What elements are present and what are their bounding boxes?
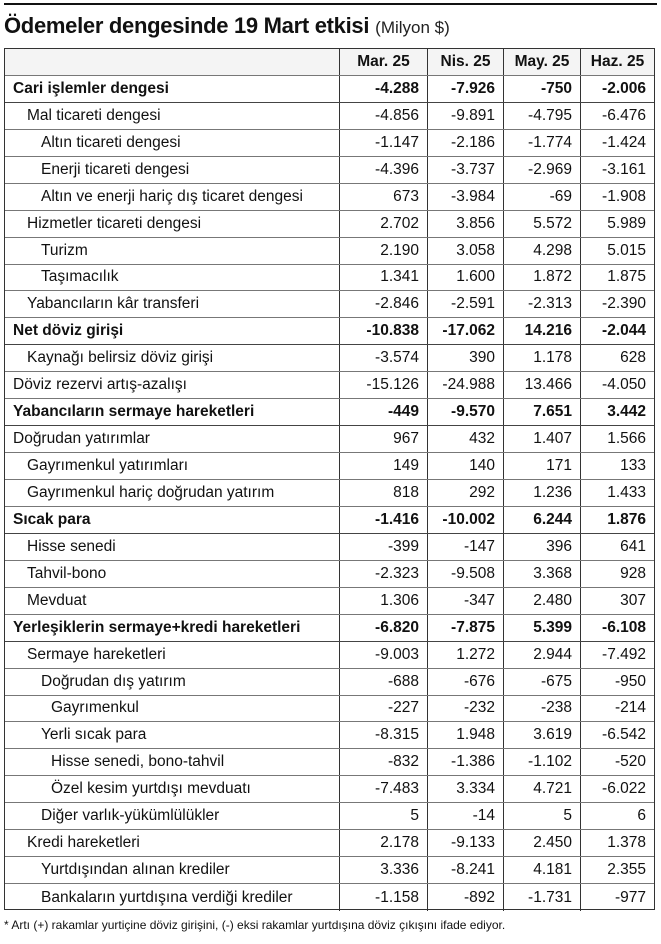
table-row [5, 291, 654, 318]
value-cell: -3.161 [602, 160, 646, 178]
table-row [5, 103, 654, 130]
row-label: Gayrımenkul [5, 696, 340, 722]
row-label: Net döviz girişi [5, 318, 340, 344]
value-cell: 171 [504, 453, 581, 479]
value-cell: -1.158 [340, 884, 428, 911]
table-row [5, 669, 654, 696]
value-cell: -9.891 [428, 103, 504, 129]
table-row [5, 561, 654, 588]
value-cell: 3.336 [340, 857, 428, 883]
value-cell: -7.926 [428, 76, 504, 102]
row-label: Turizm [5, 238, 340, 264]
table-row [5, 426, 654, 453]
value-cell: 3.856 [428, 211, 504, 237]
value-cell: 14.216 [504, 318, 581, 344]
table-row [5, 345, 654, 372]
value-cell: -1.147 [340, 130, 428, 156]
value-cell: -3.574 [340, 345, 428, 371]
value-cell: 2.480 [504, 588, 581, 614]
value-cell: -15.126 [340, 372, 428, 398]
value-cell: -8.241 [428, 857, 504, 883]
value-cell: 1.407 [504, 426, 581, 452]
value-cell: 1.875 [607, 268, 646, 286]
table-header-row [5, 49, 654, 76]
table-row [5, 642, 654, 669]
value-cell: -750 [504, 76, 581, 102]
table-row [5, 615, 654, 642]
value-cell: 673 [340, 184, 428, 210]
value-cell: -4.050 [602, 376, 646, 394]
value-cell: -2.969 [504, 157, 581, 183]
unit-label: (Milyon $) [375, 18, 450, 37]
value-cell: -232 [428, 696, 504, 722]
value-cell: 432 [428, 426, 504, 452]
value-cell: -24.988 [428, 372, 504, 398]
value-cell: 292 [428, 480, 504, 506]
value-cell: 3.442 [607, 403, 646, 421]
value-cell: 1.178 [504, 345, 581, 371]
value-cell: 1.433 [607, 483, 646, 501]
row-label: Sermaye hareketleri [5, 642, 340, 668]
row-label: Doğrudan dış yatırım [5, 669, 340, 695]
value-cell: 4.181 [504, 857, 581, 883]
table-row [5, 884, 654, 911]
value-cell: 2.178 [340, 830, 428, 856]
value-cell: -2.390 [602, 295, 646, 313]
row-label: Altın ticareti dengesi [5, 130, 340, 156]
row-label: Mal ticareti dengesi [5, 103, 340, 129]
value-cell: -6.108 [602, 618, 646, 636]
table-row [5, 76, 654, 103]
row-label: Gayrımenkul yatırımları [5, 453, 340, 479]
value-cell: -4.795 [504, 103, 581, 129]
value-cell: 5.572 [504, 211, 581, 237]
value-cell: 3.058 [428, 238, 504, 264]
value-cell: -1.424 [602, 133, 646, 151]
value-cell: 2.944 [504, 642, 581, 668]
value-cell: -227 [340, 696, 428, 722]
row-label: Sıcak para [5, 507, 340, 533]
row-label: Yerli sıcak para [5, 722, 340, 748]
column-header: Haz. 25 [590, 52, 645, 70]
table-title: Ödemeler dengesinde 19 Mart etkisi [4, 13, 370, 38]
value-cell: -1.416 [340, 507, 428, 533]
value-cell: 1.600 [428, 265, 504, 291]
value-cell: -520 [614, 753, 646, 771]
value-cell: -6.476 [602, 106, 646, 124]
value-cell: -2.044 [602, 322, 646, 340]
value-cell: 140 [428, 453, 504, 479]
value-cell: 1.272 [428, 642, 504, 668]
value-cell: 1.306 [340, 588, 428, 614]
row-label: Cari işlemler dengesi [5, 76, 340, 102]
value-cell: 390 [428, 345, 504, 371]
balance-of-payments-table [4, 48, 655, 910]
row-label: Hisse senedi, bono-tahvil [5, 749, 340, 775]
table-row [5, 453, 654, 480]
value-cell: 2.702 [340, 211, 428, 237]
value-cell: 1.876 [607, 510, 646, 528]
table-body [5, 76, 654, 911]
value-cell: -399 [340, 534, 428, 560]
row-label: Bankaların yurtdışına verdiği krediler [5, 884, 340, 911]
table-row [5, 507, 654, 534]
table-row [5, 776, 654, 803]
row-label: Enerji ticareti dengesi [5, 157, 340, 183]
value-cell: -9.133 [428, 830, 504, 856]
row-label: Yabancıların kâr transferi [5, 291, 340, 317]
value-cell: -147 [428, 534, 504, 560]
value-cell: 5.399 [504, 615, 581, 641]
value-cell: -14 [428, 803, 504, 829]
row-label: Döviz rezervi artış-azalışı [5, 372, 340, 398]
value-cell: 133 [620, 457, 646, 475]
table-row [5, 238, 654, 265]
value-cell: 149 [340, 453, 428, 479]
value-cell: -7.483 [340, 776, 428, 802]
value-cell: 1.236 [504, 480, 581, 506]
value-cell: 6.244 [504, 507, 581, 533]
value-cell: -2.006 [602, 79, 646, 97]
column-header: Nis. 25 [428, 49, 504, 75]
table-row [5, 749, 654, 776]
value-cell: 3.619 [504, 722, 581, 748]
value-cell: -1.102 [504, 749, 581, 775]
value-cell: -3.737 [428, 157, 504, 183]
table-row [5, 372, 654, 399]
value-cell: 13.466 [504, 372, 581, 398]
value-cell: 2.450 [504, 830, 581, 856]
value-cell: -6.022 [602, 780, 646, 798]
table-row [5, 588, 654, 615]
table-title-block [4, 9, 450, 43]
value-cell: 396 [504, 534, 581, 560]
value-cell: -17.062 [428, 318, 504, 344]
row-label: Mevduat [5, 588, 340, 614]
value-cell: -2.313 [504, 291, 581, 317]
value-cell: -688 [340, 669, 428, 695]
table-row [5, 130, 654, 157]
header-empty-cell [5, 49, 340, 75]
value-cell: -2.186 [428, 130, 504, 156]
value-cell: -4.288 [340, 76, 428, 102]
value-cell: -8.315 [340, 722, 428, 748]
value-cell: 818 [340, 480, 428, 506]
table-row [5, 265, 654, 292]
table-row [5, 830, 654, 857]
value-cell: 2.355 [607, 861, 646, 879]
row-label: Hizmetler ticareti dengesi [5, 211, 340, 237]
value-cell: -9.508 [428, 561, 504, 587]
value-cell: 4.298 [504, 238, 581, 264]
row-label: Taşımacılık [5, 265, 340, 291]
value-cell: -10.838 [340, 318, 428, 344]
value-cell: -2.323 [340, 561, 428, 587]
value-cell: 4.721 [504, 776, 581, 802]
value-cell: 6 [637, 807, 646, 825]
column-header: Mar. 25 [340, 49, 428, 75]
row-label: Diğer varlık-yükümlülükler [5, 803, 340, 829]
row-label: Özel kesim yurtdışı mevduatı [5, 776, 340, 802]
value-cell: -4.856 [340, 103, 428, 129]
value-cell: -9.570 [428, 399, 504, 425]
table-row [5, 480, 654, 507]
value-cell: 5 [504, 803, 581, 829]
value-cell: 5 [340, 803, 428, 829]
value-cell: -3.984 [428, 184, 504, 210]
row-label: Doğrudan yatırımlar [5, 426, 340, 452]
row-label: Kredi hareketleri [5, 830, 340, 856]
row-label: Yabancıların sermaye hareketleri [5, 399, 340, 425]
value-cell: -449 [340, 399, 428, 425]
value-cell: -347 [428, 588, 504, 614]
value-cell: 3.368 [504, 561, 581, 587]
table-row [5, 318, 654, 345]
value-cell: -6.820 [340, 615, 428, 641]
value-cell: 7.651 [504, 399, 581, 425]
row-label: Altın ve enerji hariç dış ticaret dengesi [5, 184, 340, 210]
value-cell: 1.341 [340, 265, 428, 291]
value-cell: -69 [504, 184, 581, 210]
row-label: Gayrımenkul hariç doğrudan yatırım [5, 480, 340, 506]
value-cell: -832 [340, 749, 428, 775]
value-cell: -1.731 [504, 884, 581, 911]
value-cell: 928 [620, 564, 646, 582]
table-row [5, 534, 654, 561]
value-cell: 967 [340, 426, 428, 452]
value-cell: 1.872 [504, 265, 581, 291]
value-cell: -1.908 [602, 187, 646, 205]
table-row [5, 803, 654, 830]
value-cell: 641 [620, 537, 646, 555]
row-label: Hisse senedi [5, 534, 340, 560]
value-cell: 1.948 [428, 722, 504, 748]
value-cell: -7.492 [602, 645, 646, 663]
value-cell: -1.386 [428, 749, 504, 775]
value-cell: -2.846 [340, 291, 428, 317]
value-cell: -676 [428, 669, 504, 695]
row-label: Tahvil-bono [5, 561, 340, 587]
top-rule [4, 3, 657, 5]
footnote: * Artı (+) rakamlar yurtiçine döviz girişini, (-) eksi rakamlar yurtdışına döviz çıkışını ifade ediyor. [4, 918, 506, 932]
value-cell: 1.378 [607, 834, 646, 852]
value-cell: 2.190 [340, 238, 428, 264]
table-row [5, 211, 654, 238]
value-cell: -1.774 [504, 130, 581, 156]
row-label: Yerleşiklerin sermaye+kredi hareketleri [5, 615, 340, 641]
value-cell: -977 [614, 888, 646, 906]
value-cell: -2.591 [428, 291, 504, 317]
table-row [5, 857, 654, 884]
row-label: Kaynağı belirsiz döviz girişi [5, 345, 340, 371]
value-cell: 628 [620, 349, 646, 367]
table-row [5, 184, 654, 211]
value-cell: -10.002 [428, 507, 504, 533]
value-cell: 5.015 [607, 241, 646, 259]
value-cell: -892 [428, 884, 504, 911]
value-cell: 307 [620, 591, 646, 609]
value-cell: -4.396 [340, 157, 428, 183]
table-row [5, 157, 654, 184]
value-cell: 3.334 [428, 776, 504, 802]
value-cell: -214 [614, 699, 646, 717]
value-cell: -950 [614, 672, 646, 690]
column-header: May. 25 [504, 49, 581, 75]
value-cell: -238 [504, 696, 581, 722]
value-cell: -6.542 [602, 726, 646, 744]
table-row [5, 722, 654, 749]
row-label: Yurtdışından alınan krediler [5, 857, 340, 883]
table-row [5, 399, 654, 426]
value-cell: -7.875 [428, 615, 504, 641]
table-row [5, 696, 654, 723]
value-cell: 1.566 [607, 430, 646, 448]
value-cell: -9.003 [340, 642, 428, 668]
value-cell: 5.989 [607, 214, 646, 232]
value-cell: -675 [504, 669, 581, 695]
